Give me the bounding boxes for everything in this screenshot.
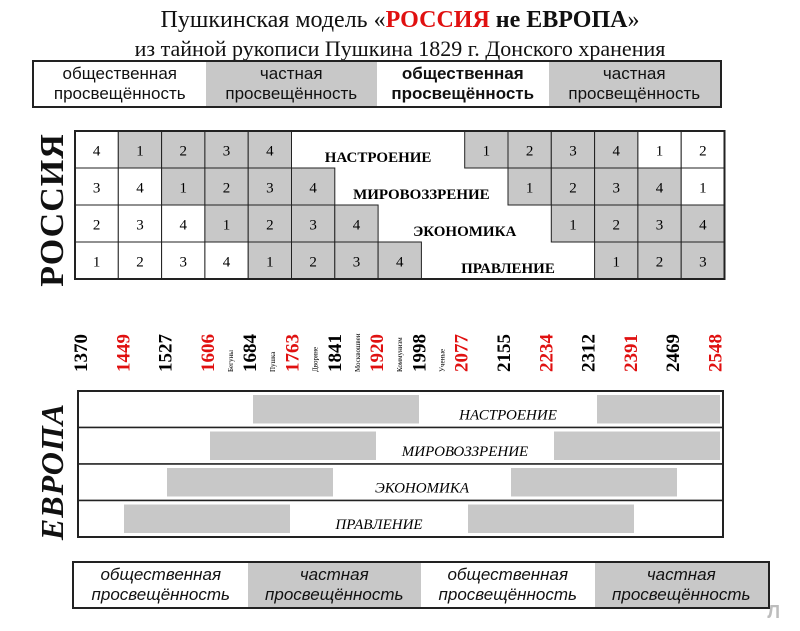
year-label: 2469 bbox=[663, 334, 685, 372]
legend-bottom bbox=[72, 561, 770, 609]
legend-top-cell-2: частная просвещённость bbox=[206, 62, 378, 106]
legend-bottom-cell-1: общественная просвещённость bbox=[91, 565, 230, 604]
russia-cell-number: 2 bbox=[525, 143, 534, 160]
year-note: Москвошвеи bbox=[353, 333, 362, 372]
year-label: 1920 bbox=[367, 334, 389, 372]
year-label: 2312 bbox=[578, 334, 600, 372]
year-label: 2234 bbox=[536, 334, 558, 372]
year-label: 2077 bbox=[451, 334, 473, 372]
russia-cell-number: 3 bbox=[699, 254, 707, 271]
russia-cell-number: 2 bbox=[569, 180, 577, 197]
europe-row-label: ЭКОНОМИКА bbox=[374, 480, 470, 497]
year-label: 2548 bbox=[705, 334, 727, 372]
russia-cell-number: 4 bbox=[222, 254, 231, 271]
russia-cell-number: 2 bbox=[612, 217, 620, 234]
russia-cell-number: 1 bbox=[266, 254, 274, 271]
legend-top-cell-4: частная просвещённость bbox=[549, 62, 721, 106]
russia-cell-number: 1 bbox=[569, 217, 577, 234]
page-subtitle: из тайной рукописи Пушкина 1829 г. Донского хранения bbox=[134, 36, 666, 61]
legend-top-cell-1: общественная просвещённость bbox=[53, 64, 186, 103]
year-label: 1998 bbox=[409, 334, 431, 372]
europe-bar bbox=[468, 505, 634, 534]
russia-cell-number: 2 bbox=[179, 143, 187, 160]
russia-cell-number: 1 bbox=[612, 254, 620, 271]
europe-bar bbox=[167, 468, 333, 497]
europe-bar bbox=[210, 432, 376, 461]
russia-cell-number: 2 bbox=[266, 217, 274, 234]
title-suffix: » bbox=[627, 7, 640, 33]
year-label: 1606 bbox=[197, 334, 219, 372]
russia-cell-number: 3 bbox=[266, 180, 274, 197]
russia-cell-number: 3 bbox=[136, 217, 144, 234]
year-label: 2391 bbox=[620, 334, 642, 372]
russia-cell-number: 1 bbox=[482, 143, 491, 160]
russia-cell-number: 4 bbox=[136, 180, 144, 197]
russia-cell-number: 2 bbox=[655, 254, 664, 271]
legend-bottom-cell-2: частная просвещённость bbox=[248, 563, 422, 607]
europe-row-label: МИРОВОЗЗРЕНИЕ bbox=[401, 444, 529, 460]
legend-top-cell-3: общественная просвещённость bbox=[391, 64, 535, 103]
russia-cell-number: 4 bbox=[699, 217, 707, 234]
russia-cell-number: 1 bbox=[92, 254, 101, 271]
russia-cell-number: 4 bbox=[612, 143, 620, 160]
legend-bottom-cell-3: общественная просвещённость bbox=[438, 565, 577, 604]
russia-cell-number: 4 bbox=[352, 217, 361, 234]
russia-cell-number: 2 bbox=[136, 254, 144, 271]
europe-bar bbox=[597, 395, 720, 424]
year-label: 2155 bbox=[494, 334, 515, 372]
russia-cell-number: 3 bbox=[352, 254, 361, 271]
russia-cell-number: 3 bbox=[92, 180, 101, 197]
russia-cell-number: 2 bbox=[92, 217, 101, 234]
russia-cell-number: 1 bbox=[222, 217, 231, 234]
legend-bottom-cell-4: частная просвещённость bbox=[595, 563, 769, 607]
russia-row-label: МИРОВОЗЗРЕНИЕ bbox=[353, 187, 490, 203]
russia-cell-number: 1 bbox=[655, 143, 664, 160]
europe-row-label: ПРАВЛЕНИЕ bbox=[335, 517, 423, 533]
europe-row-label: НАСТРОЕНИЕ bbox=[459, 407, 557, 424]
year-label: 1841 bbox=[324, 334, 346, 372]
russia-cell-number: 1 bbox=[179, 180, 187, 197]
russia-row-label: ЭКОНОМИКА bbox=[413, 224, 517, 240]
russia-cell-number: 4 bbox=[266, 143, 274, 160]
year-label: 1684 bbox=[240, 334, 262, 372]
russia-cell-number: 1 bbox=[136, 143, 144, 160]
year-note: Ученые bbox=[438, 348, 447, 372]
year-label: 1527 bbox=[155, 334, 177, 372]
russia-cell-number: 2 bbox=[699, 143, 707, 160]
russia-cell-number: 3 bbox=[309, 217, 317, 234]
year-note: Дворяне bbox=[311, 346, 320, 372]
russia-cell-number: 3 bbox=[222, 143, 231, 160]
russia-cell-number: 3 bbox=[612, 180, 620, 197]
title-prefix: Пушкинская модель « bbox=[160, 7, 386, 33]
russia-row-label: ПРАВЛЕНИЕ bbox=[461, 261, 555, 277]
russia-cell-number: 4 bbox=[92, 143, 101, 160]
year-label: 1370 bbox=[71, 334, 92, 372]
russia-label: РОССИЯ bbox=[34, 133, 72, 287]
europe-label: ЕВРОПА bbox=[34, 402, 71, 540]
watermark-logo: Л bbox=[767, 602, 780, 622]
russia-cell-number: 2 bbox=[222, 180, 231, 197]
year-note: Коммунизм bbox=[396, 337, 405, 372]
russia-cell-number: 3 bbox=[179, 254, 187, 271]
year-note: Бегуны bbox=[226, 350, 235, 372]
russia-cell-number: 4 bbox=[309, 180, 317, 197]
year-note: Пушка bbox=[269, 351, 278, 372]
russia-cell-number: 4 bbox=[179, 217, 187, 234]
russia-cell-number: 4 bbox=[655, 180, 664, 197]
title-not-europe: не ЕВРОПА bbox=[489, 7, 628, 33]
russia-cell-number: 3 bbox=[655, 217, 664, 234]
year-label: 1449 bbox=[113, 334, 135, 372]
europe-bar bbox=[253, 395, 419, 424]
russia-cell-number: 3 bbox=[569, 143, 577, 160]
russia-cell-number: 2 bbox=[309, 254, 317, 271]
russia-cell-number: 4 bbox=[396, 254, 404, 271]
europe-bar bbox=[554, 432, 720, 461]
europe-bar bbox=[124, 505, 290, 534]
title-russia: РОССИЯ bbox=[385, 7, 490, 33]
russia-row-label: НАСТРОЕНИЕ bbox=[324, 150, 432, 166]
year-label: 1763 bbox=[282, 334, 304, 372]
europe-bar bbox=[511, 468, 677, 497]
russia-cell-number: 1 bbox=[699, 180, 707, 197]
russia-cell-number: 1 bbox=[525, 180, 534, 197]
